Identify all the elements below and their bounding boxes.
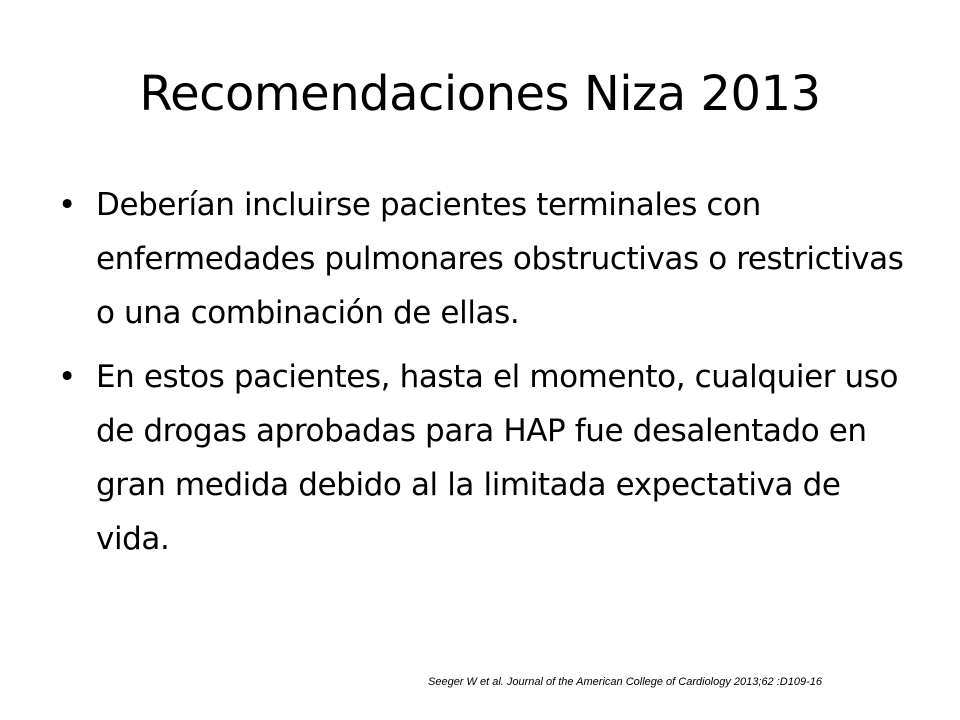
bullet-item [56,178,916,340]
slide-title: Recomendaciones Niza 2013 [139,66,821,122]
bullet-text: En estos pacientes, hasta el momento, cualquier uso de drogas aprobadas para HAP fue desalentado en gran medida debido al la limitada expectativa de vida. [96,359,899,557]
bullet-icon: • [58,359,76,395]
bullet-list [56,178,916,576]
bullet-item [56,350,916,566]
bullet-icon: • [58,187,76,223]
citation: Seeger W et al. Journal of the American College of Cardiology 2013;62 :D109-16 [428,676,822,688]
bullet-text: Deberían incluirse pacientes terminales con enfermedades pulmonares obstructivas o restrictivas o una combinación de ellas. [96,187,904,331]
